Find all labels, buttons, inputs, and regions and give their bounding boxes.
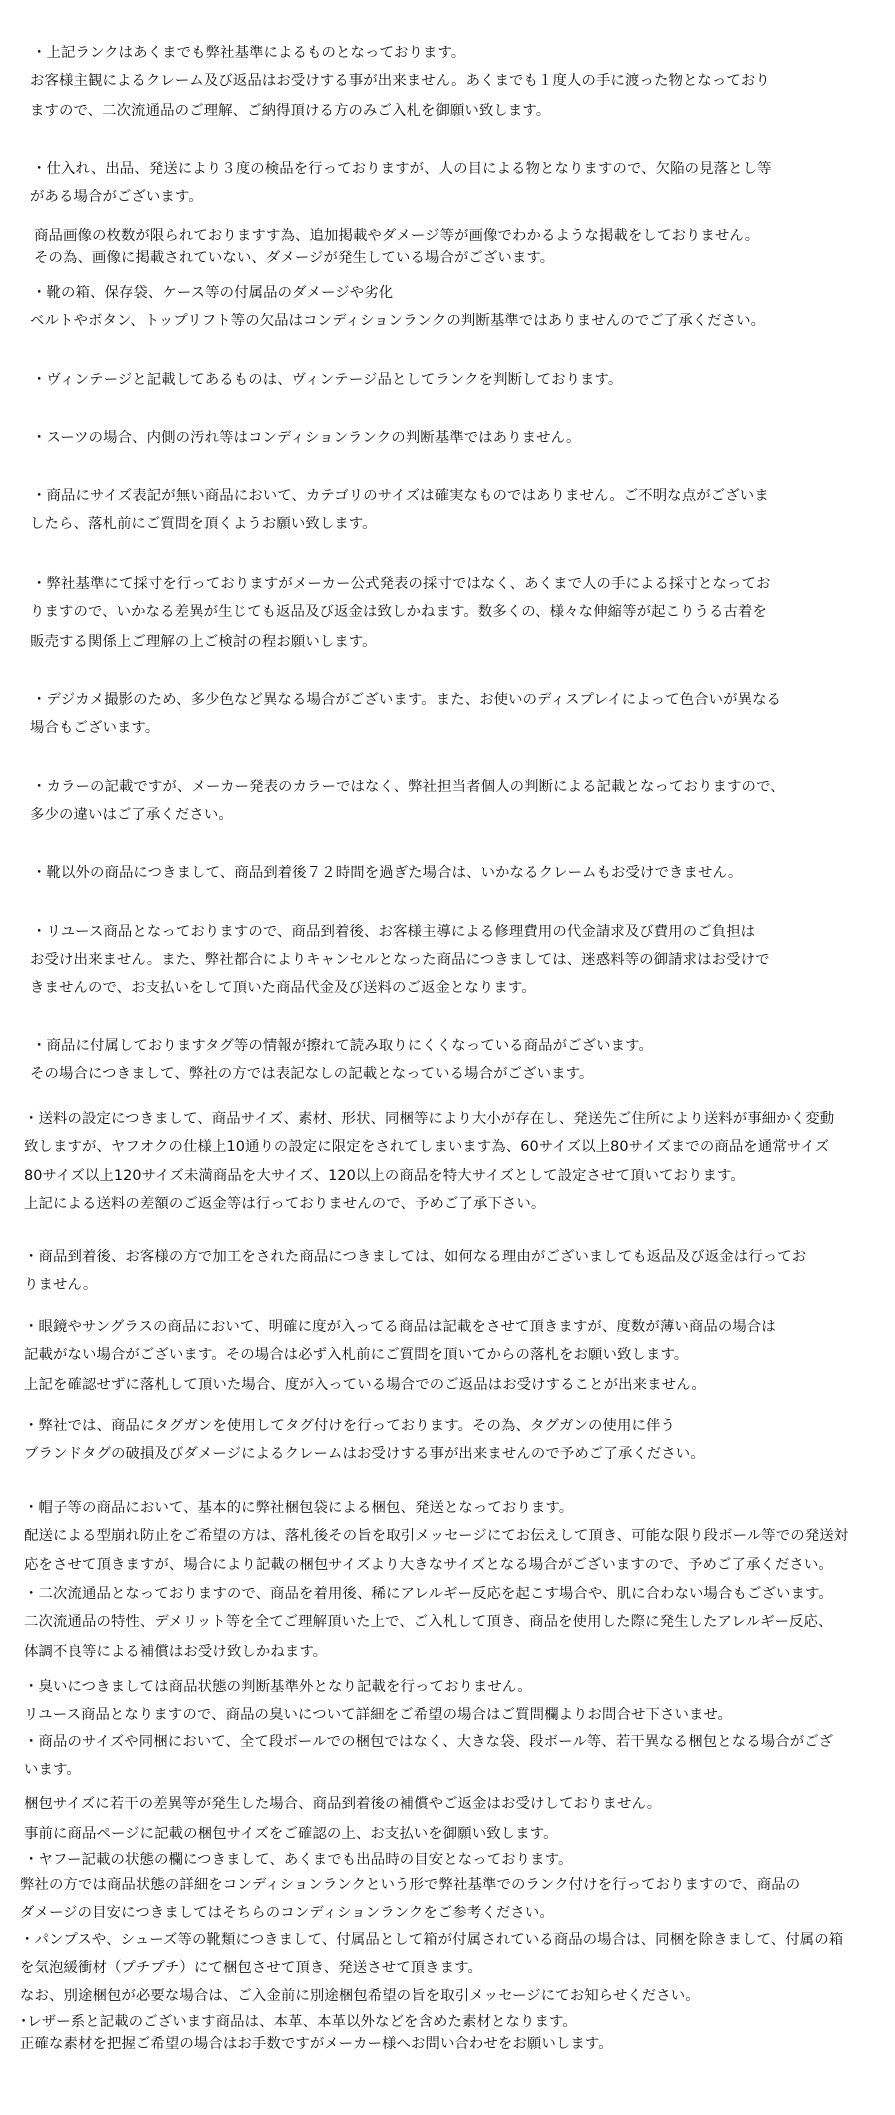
notice-line: お客様主観によるクレーム及び返品はお受けする事が出来ません。あくまでも１度人の手に渡った物となっており bbox=[30, 73, 770, 89]
notice-line: ・デジカメ撮影のため、多少色など異なる場合がございます。また、お使いのディスプレイによって色合いが異なる bbox=[32, 692, 782, 708]
notice-line: ・靴の箱、保存袋、ケース等の付属品のダメージや劣化 bbox=[32, 285, 394, 301]
notice-line: ・商品のサイズや同梱において、全て段ボールでの梱包ではなく、大きな袋、段ボール等、若干異なる梱包となる場合がござ bbox=[24, 1734, 834, 1750]
notice-line: ・帽子等の商品において、基本的に弊社梱包袋による梱包、発送となっております。 bbox=[24, 1500, 574, 1516]
notice-line: ますので、二次流通品のご理解、ご納得頂ける方のみご入札を御願い致します。 bbox=[30, 103, 551, 119]
notice-line: 応をさせて頂きますが、場合により記載の梱包サイズより大きなサイズとなる場合がございますので、予めご了承ください。 bbox=[24, 1557, 833, 1573]
notice-line: その場合につきまして、弊社の方では表記なしの記載となっている場合がございます。 bbox=[30, 1066, 594, 1082]
notice-line: ・商品に付属しておりますタグ等の情報が擦れて読み取りにくくなっている商品がございます。 bbox=[32, 1038, 653, 1054]
notice-line: ・上記ランクはあくまでも弊社基準によるものとなっております。 bbox=[32, 45, 466, 61]
notice-line: りません。 bbox=[24, 1277, 98, 1293]
notice-line: ・弊社基準にて採寸を行っておりますがメーカー公式発表の採寸ではなく、あくまで人の手による採寸となってお bbox=[32, 576, 771, 592]
notice-line: ・靴以外の商品につきまして、商品到着後７２時間を過ぎた場合は、いかなるクレームもお受けできません。 bbox=[32, 865, 743, 881]
notice-line: 配送による型崩れ防止をご希望の方は、落札後その旨を取引メッセージにてお伝えして頂き、可能な限り段ボール等での発送対 bbox=[24, 1528, 849, 1544]
notice-line: 販売する関係上ご理解の上ご検討の程お願いします。 bbox=[30, 634, 377, 650]
notice-line: 致しますが、ヤフオクの仕様上10通りの設定に限定をされてしまいます為、60サイズ以上80サイズまでの商品を通常サイズ bbox=[24, 1139, 830, 1155]
notice-line: ・パンプスや、シューズ等の靴類につきまして、付属品として箱が付属されている商品の場合は、同梱を除きまして、付属の箱 bbox=[20, 1932, 844, 1948]
notice-line: 多少の違いはご了承ください。 bbox=[30, 807, 233, 823]
notice-line: ダメージの目安につきましてはそちらのコンディションランクをご参考ください。 bbox=[20, 1905, 554, 1921]
notice-line: 正確な素材を把握ご希望の場合はお手数ですがメーカー様へお問い合わせをお願いします。 bbox=[20, 2036, 613, 2052]
notice-line: りますので、いかなる差異が生じても返品及び返金は致しかねます。数多くの、様々な伸縮等が起こりうる古着を bbox=[30, 604, 768, 620]
notice-line: 梱包サイズに若干の差異等が発生した場合、商品到着後の補償やご返金はお受けしておりません。 bbox=[24, 1796, 662, 1812]
notice-line: なお、別途梱包が必要な場合は、ご入金前に別途梱包希望の旨を取引メッセージにてお知らせください。 bbox=[20, 1988, 700, 2004]
notice-line: ・商品にサイズ表記が無い商品において、カテゴリのサイズは確実なものではありません。ご不明な点がございま bbox=[32, 488, 769, 504]
notice-line: がある場合がございます。 bbox=[30, 189, 203, 205]
notice-line: ・リユース商品となっておりますので、商品到着後、お客様主導による修理費用の代金請求及び費用のご負担は bbox=[32, 924, 756, 940]
notice-line: リユース商品となりますので、商品の臭いについて詳細をご希望の場合はご質問欄よりお問合せ下さいませ。 bbox=[24, 1707, 733, 1723]
notice-line: 二次流通品の特性、デメリット等を全てご理解頂いた上で、ご入札して頂き、商品を使用した際に発生したアレルギー反応、 bbox=[24, 1614, 833, 1630]
notice-line: います。 bbox=[24, 1762, 81, 1778]
notice-line: 弊社の方では商品状態の詳細をコンディションランクという形で弊社基準でのランク付けを行っておりますので、商品の bbox=[20, 1877, 801, 1893]
notice-line: ・スーツの場合、内側の汚れ等はコンディションランクの判断基準ではありません。 bbox=[32, 430, 581, 446]
notice-line: ･レザー系と記載のございます商品は、本革、本革以外などを含めた素材となります。 bbox=[20, 2014, 577, 2030]
notice-line: 商品画像の枚数が限られておりますす為、追加掲載やダメージ等が画像でわかるような掲載をしておりません。 bbox=[34, 228, 760, 244]
notice-line: ・二次流通品となっておりますので、商品を着用後、稀にアレルギー反応を起こす場合や、肌に合わない場合もございます。 bbox=[24, 1586, 833, 1602]
notice-line: ・弊社では、商品にタグガンを使用してタグ付けを行っております。その為、タグガンの使用に伴う bbox=[24, 1418, 675, 1434]
notice-line: 体調不良等による補償はお受け致しかねます。 bbox=[24, 1644, 328, 1660]
notice-line: その為、画像に掲載されていない、ダメージが発生している場合がございます。 bbox=[34, 250, 555, 266]
notice-line: 上記による送料の差額のご返金等は行っておりませんので、予めご了承下さい。 bbox=[24, 1196, 546, 1212]
notice-line: 場合もございます。 bbox=[30, 720, 160, 736]
notice-line: を気泡緩衝材（プチプチ）にて梱包させて頂き、発送させて頂きます。 bbox=[20, 1960, 482, 1976]
notice-line: したら、落札前にご質問を頂くようお願い致します。 bbox=[30, 516, 377, 532]
notice-line: お受け出来ません。また、弊社都合によりキャンセルとなった商品につきましては、迷惑料等の御請求はお受けで bbox=[30, 952, 770, 968]
notice-line: ブランドタグの破損及びダメージによるクレームはお受けする事が出来ませんので予めご了承ください。 bbox=[24, 1446, 705, 1462]
notice-line: ・ヤフー記載の状態の欄につきまして、あくまでも出品時の目安となっております。 bbox=[24, 1852, 573, 1868]
notice-line: ベルトやボタン、トップリフト等の欠品はコンディションランクの判断基準ではありませんのでご了承ください。 bbox=[30, 313, 766, 329]
notice-line: きませんので、お支払いをして頂いた商品代金及び送料のご返金となります。 bbox=[30, 980, 536, 996]
notice-line: ・ヴィンテージと記載してあるものは、ヴィンテージ品としてランクを判断しております。 bbox=[32, 372, 623, 388]
notice-line: ・送料の設定につきまして、商品サイズ、素材、形状、同梱等により大小が存在し、発送先ご住所により送料が事細かく変動 bbox=[24, 1111, 835, 1127]
notice-line: ・仕入れ、出品、発送により３度の検品を行っておりますが、人の目による物となりますので、欠陥の見落とし等 bbox=[32, 161, 772, 177]
notice-line: 記載がない場合がございます。その場合は必ず入札前にご質問を頂いてからの落札をお願い致します。 bbox=[24, 1347, 689, 1363]
notice-line: 上記を確認せずに落札して頂いた場合、度が入っている場合でのご返品はお受けすることが出来ません。 bbox=[24, 1377, 706, 1393]
notice-line: ・眼鏡やサングラスの商品において、明確に度が入ってる商品は記載をさせて頂きますが、度数が薄い商品の場合は bbox=[24, 1319, 776, 1335]
notice-line: 事前に商品ページに記載の梱包サイズをご確認の上、お支払いを御願い致します。 bbox=[24, 1826, 558, 1842]
notice-line: ・臭いにつきましては商品状態の判断基準外となり記載を行っておりません。 bbox=[24, 1679, 532, 1695]
notice-line: ・カラーの記載ですが、メーカー発表のカラーではなく、弊社担当者個人の判断による記載となっておりますので、 bbox=[32, 779, 785, 795]
notice-line: ・商品到着後、お客様の方で加工をされた商品につきましては、如何なる理由がございましても返品及び返金は行ってお bbox=[24, 1249, 807, 1265]
notice-line: 80サイズ以上120サイズ未満商品を大サイズ、120以上の商品を特大サイズとして設定させて頂いております。 bbox=[24, 1168, 745, 1184]
